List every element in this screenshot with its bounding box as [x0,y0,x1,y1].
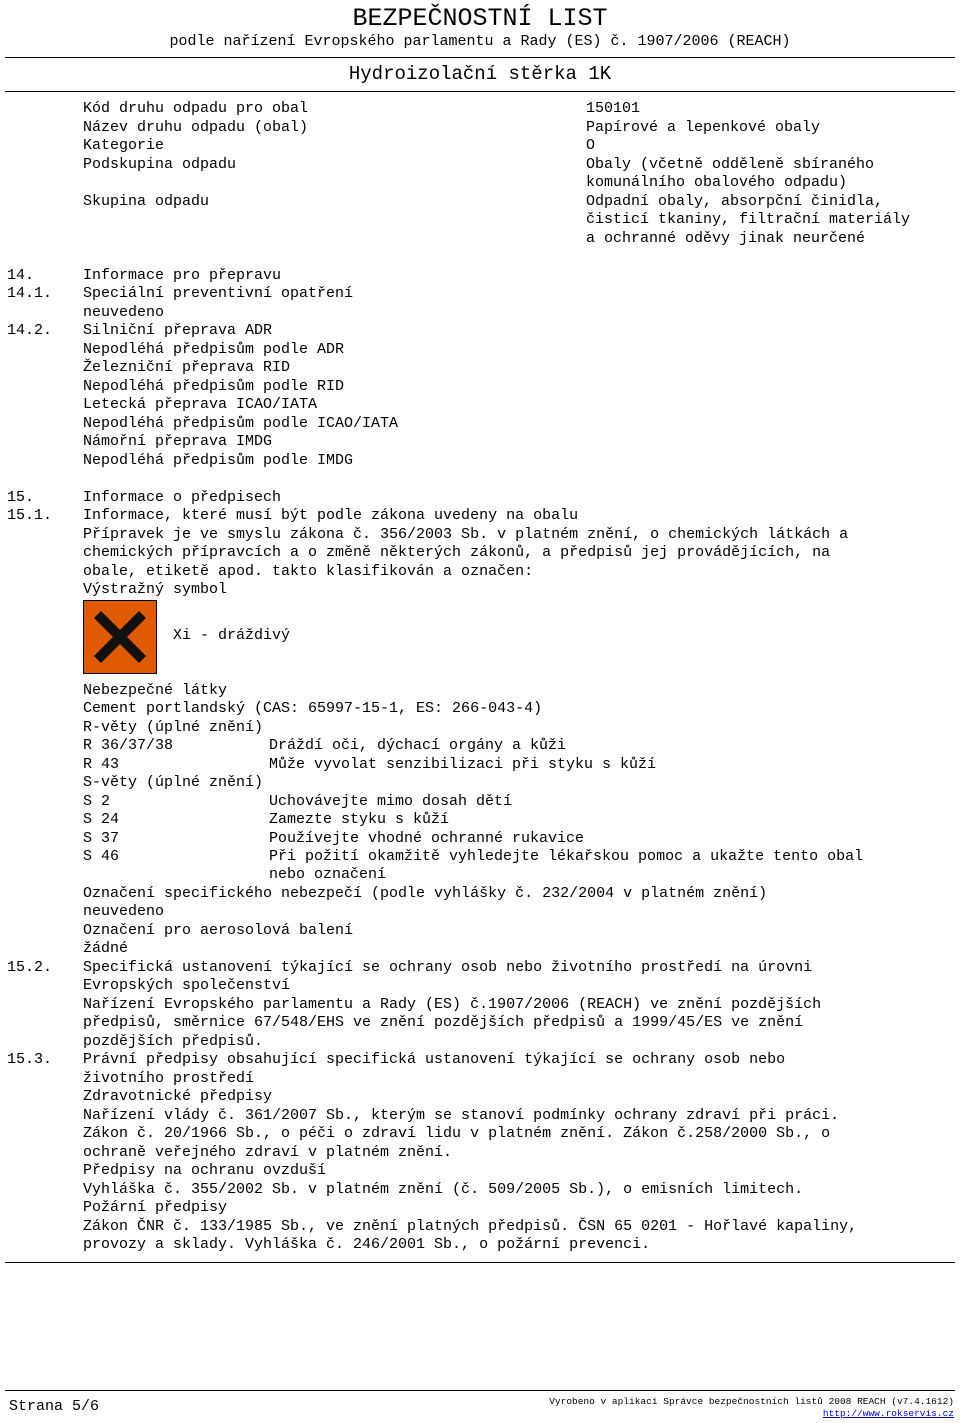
aerosol-heading: Označení pro aerosolová balení [83,922,354,939]
section-15-1-title: Informace, které musí být podle zákona uvedeny na obalu [83,507,579,524]
waste-label-group: Skupina odpadu [83,193,210,210]
waste-category-value: O [586,137,596,154]
waste-name-value: Papírové a lepenkové obaly [586,119,821,136]
fire-regulations-text: Zákon ČNR č. 133/1985 Sb., ve znění platných předpisů. ČSN 65 0201 - Hořlavé kapaliny, [83,1218,858,1235]
section-15-2-number: 15.2. [7,959,53,976]
r-phrase-text: Může vyvolat senzibilizaci při styku s kůží [269,756,657,773]
section-14-2-number: 14.2. [7,322,53,339]
dangerous-substance-value: Cement portlandský (CAS: 65997-15-1, ES: 266-043-4) [83,700,543,717]
health-regulations-text: Nařízení vlády č. 361/2007 Sb., kterým se stanoví podmínky ochrany zdraví při práci. [83,1107,840,1124]
section-14-1-number: 14.1. [7,285,53,302]
transport-sea-value: Nepodléhá předpisům podle IMDG [83,452,354,469]
s-phrase-code: S 37 [83,830,120,847]
section-15-2-text: Nařízení Evropského parlamentu a Rady (ES) č.1907/2006 (REACH) ve znění pozdějších [83,996,822,1013]
transport-rail-value: Nepodléhá předpisům podle RID [83,378,345,395]
transport-road-heading: Silniční přeprava ADR [83,322,273,339]
fire-regulations-text: provozy a sklady. Vyhláška č. 246/2001 Sb., o požární prevenci. [83,1236,651,1253]
s-phrase-text-continued: nebo označení [269,866,387,883]
section-14-title: Informace pro přepravu [83,267,282,284]
document-subtitle: podle nařízení Evropského parlamentu a Rady (ES) č. 1907/2006 (REACH) [169,33,791,50]
footer-divider [5,1390,955,1391]
waste-label-name: Název druhu odpadu (obal) [83,119,309,136]
section-15-2-text: pozdějších předpisů. [83,1033,264,1050]
s-phrases-heading: S-věty (úplné znění) [83,774,264,791]
section-15-3-title: Právní předpisy obsahující specifická ustanovení týkající se ochrany osob nebo [83,1051,786,1068]
s-phrase-text: Zamezte styku s kůží [269,811,450,828]
s-phrase-text: Uchovávejte mimo dosah dětí [269,793,513,810]
intro-text-line: obale, etiketě apod. takto klasifikován a označen: [83,563,534,580]
waste-label-category: Kategorie [83,137,165,154]
hazard-label: Xi - dráždivý [173,627,291,644]
transport-air-value: Nepodléhá předpisům podle ICAO/IATA [83,415,399,432]
transport-road-value: Nepodléhá předpisům podle ADR [83,341,345,358]
r-phrase-code: R 43 [83,756,120,773]
vendor-link[interactable]: http://www.rokservis.cz [822,1408,954,1419]
section-15-3-number: 15.3. [7,1051,53,1068]
section-15-3-title: životního prostředí [83,1070,255,1087]
s-phrase-text: Při požití okamžitě vyhledejte lékařskou pomoc a ukažte tento obal [269,848,864,865]
r-phrases-heading: R-věty (úplné znění) [83,719,264,736]
r-phrase-code: R 36/37/38 [83,737,174,754]
r-phrase-text: Dráždí oči, dýchací orgány a kůži [269,737,567,754]
transport-sea-heading: Námořní přeprava IMDG [83,433,273,450]
intro-text-line: Přípravek je ve smyslu zákona č. 356/2003 Sb. v platném znění, o chemických látkách a [83,526,849,543]
aerosol-value: žádné [83,940,129,957]
section-15-title: Informace o předpisech [83,489,282,506]
s-phrase-code: S 2 [83,793,111,810]
section-14-1-title: Speciální preventivní opatření [83,285,354,302]
divider [5,57,955,58]
page-number: Strana 5/6 [9,1398,100,1415]
s-phrase-text: Používejte vhodné ochranné rukavice [269,830,585,847]
specific-hazard-heading: Označení specifického nebezpečí (podle vyhlášky č. 232/2004 v platném znění) [83,885,768,902]
air-regulations-text: Vyhláška č. 355/2002 Sb. v platném znění (č. 509/2005 Sb.), o emisních limitech. [83,1181,804,1198]
waste-subgroup-value: Obaly (včetně odděleně sbíraného [586,156,875,173]
product-name: Hydroizolační stěrka 1K [348,63,612,85]
document-title: BEZPEČNOSTNÍ LIST [352,4,608,33]
waste-group-value: čisticí tkaniny, filtrační materiály [586,211,911,228]
dangerous-substances-heading: Nebezpečné látky [83,682,228,699]
section-15-2-text: předpisů, směrnice 67/548/EHS ve znění pozdějších předpisů a 1999/45/ES ve znění [83,1014,804,1031]
transport-rail-heading: Železniční přeprava RID [83,359,291,376]
intro-text-line: chemických přípravcích a o změně některých zákonů, a předpisů jej provádějících, na [83,544,831,561]
air-regulations-heading: Předpisy na ochranu ovzduší [83,1162,327,1179]
section-14-number: 14. [7,267,35,284]
s-phrase-code: S 46 [83,848,120,865]
section-15-number: 15. [7,489,35,506]
health-regulations-text: ochraně veřejného zdraví v platném znění. [83,1144,453,1161]
health-regulations-heading: Zdravotnické předpisy [83,1088,273,1105]
waste-subgroup-value: komunálního obalového odpadu) [586,174,848,191]
warning-symbol-heading: Výstražný symbol [83,581,228,598]
section-15-2-title: Specifická ustanovení týkající se ochrany osob nebo životního prostředí na úrovni [83,959,813,976]
harmful-irritant-x-icon [83,600,157,674]
health-regulations-text: Zákon č. 20/1966 Sb., o péči o zdraví lidu v platném znění. Zákon č.258/2000 Sb., o [83,1125,831,1142]
section-14-1-value: neuvedeno [83,304,165,321]
generator-note: Vyrobeno v aplikaci Správce bezpečnostních listů 2008 REACH (v7.4.1612) [549,1396,954,1407]
waste-code-value: 150101 [586,100,641,117]
divider [5,1262,955,1263]
waste-label-subgroup: Podskupina odpadu [83,156,237,173]
waste-label-code: Kód druhu odpadu pro obal [83,100,309,117]
specific-hazard-value: neuvedeno [83,903,165,920]
divider [5,91,955,92]
section-15-1-number: 15.1. [7,507,53,524]
fire-regulations-heading: Požární předpisy [83,1199,228,1216]
s-phrase-code: S 24 [83,811,120,828]
transport-air-heading: Letecká přeprava ICAO/IATA [83,396,318,413]
section-15-2-title: Evropských společenství [83,977,291,994]
waste-group-value: Odpadní obaly, absorpční činidla, [586,193,884,210]
waste-group-value: a ochranné oděvy jinak neurčené [586,230,866,247]
